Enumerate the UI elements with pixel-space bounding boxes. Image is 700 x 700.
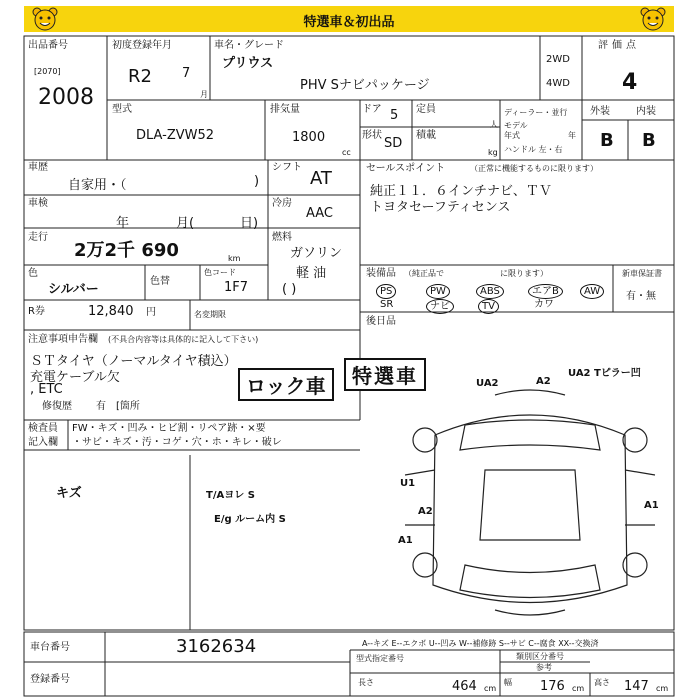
damage-mark-a2-side: A2 — [418, 506, 433, 517]
damage-mark-a2-front: A2 — [536, 376, 551, 387]
equipment-pw — [426, 284, 450, 299]
damage-mark-pillar: UA2 Tピラー凹 — [568, 368, 641, 379]
notes-line-3: , ETC — [30, 382, 63, 397]
model-label: 型式 — [112, 104, 132, 115]
car-grade: PHV Sナビパッケージ — [300, 78, 430, 93]
damage-mark-a1-right: A1 — [644, 500, 659, 511]
model-year-label: モデル — [504, 121, 528, 130]
name-change-limit-label: 名変期限 — [194, 310, 226, 319]
recycle-unit: 円 — [146, 307, 156, 318]
displacement-value: 1800 — [292, 130, 326, 145]
bear-mascot-icon — [640, 7, 666, 31]
repair-history-label: 修復歴 — [42, 401, 72, 412]
type-designation-label: 型式指定番号 — [356, 654, 404, 663]
car-damage-diagram — [395, 375, 665, 625]
width-label: 幅 — [504, 678, 512, 687]
fuel-diesel: 軽 油 — [296, 266, 327, 281]
equipment-sr: SR — [380, 299, 394, 310]
handwritten-note-1: T/Aヨレ S — [206, 490, 255, 501]
equipment-note-2: に限ります） — [500, 269, 548, 278]
damage-mark-u1: U1 — [400, 478, 416, 489]
color-code-label: 色コード — [204, 268, 236, 277]
grade-value: 4 — [622, 70, 638, 95]
inspection-month: 月( — [176, 216, 195, 231]
equipment-ps — [376, 284, 396, 299]
mileage-value: 2万2千 690 — [74, 240, 179, 261]
registration-label: 登録番号 — [30, 674, 70, 685]
equipment-label: 装備品 — [366, 268, 396, 279]
load-unit: kg — [488, 148, 498, 157]
chassis-number: 3162634 — [176, 636, 257, 657]
length-unit: cm — [484, 684, 497, 693]
load-label: 積載 — [416, 130, 436, 141]
inspector-label: 検査員 — [28, 423, 58, 434]
fuel-other: ( ) — [282, 282, 297, 297]
capacity-unit: 人 — [490, 120, 498, 129]
ac-value: AAC — [306, 206, 333, 221]
first-reg-era: R2 — [128, 66, 152, 87]
equipment-aw-mark: AW — [580, 284, 604, 299]
doors-value: 5 — [390, 108, 399, 123]
drive-4wd: 4WD — [546, 78, 570, 89]
usage-label: 車歴 — [28, 162, 48, 173]
notes-line-1: ＳＴタイヤ（ノーマルタイヤ積込） — [30, 354, 237, 369]
equipment-tv-mark: TV — [478, 299, 499, 314]
exterior-label: 外装 — [590, 106, 610, 117]
equipment-leather: カワ — [534, 299, 554, 310]
body-value: SD — [384, 136, 403, 151]
sales-point-line-2: トヨタセーフティセンス — [370, 200, 511, 215]
sales-point-label: セールスポイント — [366, 163, 446, 174]
inspection-year: 年 — [116, 216, 130, 231]
drive-2wd: 2WD — [546, 54, 570, 65]
usage-value: 自家用・（ — [68, 178, 127, 193]
first-reg-label: 初度登録年月 — [112, 40, 172, 51]
header-bar — [24, 6, 674, 32]
color-value: シルバー — [48, 282, 99, 297]
color-change-label: 色替 — [150, 276, 170, 287]
equipment-tv — [478, 299, 499, 314]
inspection-day: 日) — [240, 216, 259, 231]
new-car-warranty-value: 有・無 — [626, 291, 656, 302]
fuel-gasoline: ガソリン — [290, 246, 343, 261]
damage-mark-ua2-front: UA2 — [476, 378, 499, 389]
new-car-warranty-label: 新車保証書 — [622, 269, 662, 278]
grade-label: 評価点 — [598, 40, 640, 51]
fuel-label: 燃料 — [272, 232, 292, 243]
damage-legend: A--キズ E--エクボ U--凹み W--補修跡 S--サビ C--腐食 XX--交換済 — [362, 639, 599, 648]
ac-label: 冷房 — [272, 198, 292, 209]
repair-place-label: [箇所 — [116, 401, 140, 412]
width-unit: cm — [572, 684, 585, 693]
equipment-navi-mark: ナビ — [426, 299, 454, 314]
car-name: プリウス — [222, 56, 274, 71]
shift-label: シフト — [272, 162, 302, 173]
height-label: 高さ — [594, 678, 610, 687]
first-reg-month-unit: 月 — [200, 90, 208, 99]
notes-line-2: 充電ケーブル欠 — [30, 370, 120, 385]
shift-value: AT — [310, 168, 332, 189]
mileage-unit: km — [228, 254, 241, 263]
equipment-pw-mark: PW — [426, 284, 450, 299]
lot-number: 2008 — [38, 85, 94, 110]
inspector-entry-label: 記入欄 — [28, 437, 58, 448]
length-value: 464 — [452, 679, 477, 694]
notes-hint: (不具合内容等は具体的に記入して下さい) — [108, 335, 259, 344]
car-name-label: 車名・グレード — [214, 40, 284, 51]
lot-label: 出品番号 — [28, 40, 68, 51]
year-label: 年式 — [504, 131, 520, 140]
inspection-label: 車検 — [28, 198, 48, 209]
equipment-abs — [476, 284, 504, 299]
color-code: 1F7 — [224, 280, 249, 295]
interior-label: 内装 — [636, 106, 656, 117]
first-reg-month: 7 — [182, 66, 191, 81]
lock-car-stamp: ロック車 — [238, 368, 334, 401]
sales-point-line-1: 純正１１．６インチナビ、ＴＶ — [370, 184, 552, 199]
notes-label: 注意事項申告欄 — [28, 334, 98, 345]
equipment-navi — [426, 299, 454, 314]
mileage-label: 走行 — [28, 232, 48, 243]
usage-close: ) — [254, 174, 260, 189]
height-unit: cm — [656, 684, 669, 693]
color-label: 色 — [28, 268, 38, 279]
equipment-aw — [580, 284, 604, 299]
equipment-airbag — [528, 284, 563, 299]
category-number-label: 類別区分番号 — [516, 652, 564, 661]
interior-score: B — [642, 130, 656, 151]
sales-point-note: （正常に機能するものに限ります） — [470, 164, 598, 173]
chassis-label: 車台番号 — [30, 642, 70, 653]
capacity-label: 定員 — [416, 104, 436, 115]
inspector-row-1: FW・キズ・凹み・ヒビ割・リペア跡・×要 — [72, 423, 266, 434]
exterior-score: B — [600, 130, 614, 151]
recycle-label: R券 — [28, 306, 45, 317]
body-label: 形状 — [362, 130, 382, 141]
dealer-label: ディーラー・並行 — [504, 108, 568, 117]
special-selection-stamp: 特選車 — [344, 358, 426, 391]
equipment-ps-mark: PS — [376, 284, 396, 299]
model-value: DLA-ZVW52 — [136, 128, 215, 143]
displacement-unit: cc — [342, 148, 351, 157]
year-unit: 年 — [568, 131, 576, 140]
equipment-airbag-mark: エアB — [528, 284, 563, 299]
displacement-label: 排気量 — [270, 104, 300, 115]
equipment-note: （純正品で — [404, 269, 444, 278]
damage-mark-a1-left: A1 — [398, 535, 413, 546]
handle-label: ハンドル 左・右 — [504, 145, 563, 154]
repair-history-value: 有 — [96, 401, 106, 412]
recycle-value: 12,840 — [88, 304, 134, 319]
width-value: 176 — [540, 679, 565, 694]
equipment-abs-mark: ABS — [476, 284, 504, 299]
lot-tag: [2070] — [34, 67, 61, 76]
rear-items-label: 後日品 — [366, 316, 396, 327]
handwritten-note-2: E/g ルーム内 S — [214, 514, 286, 525]
doors-label: ドア — [362, 104, 382, 115]
inspector-row-2: ・サビ・キズ・汚・コゲ・穴・ホ・キレ・破レ — [72, 437, 282, 448]
length-label: 長さ — [358, 678, 374, 687]
reference-label: 参考 — [536, 663, 552, 672]
handwritten-left-note: キズ — [56, 486, 82, 501]
header-title: 特選車＆初出品 — [303, 15, 395, 30]
height-value: 147 — [624, 679, 649, 694]
